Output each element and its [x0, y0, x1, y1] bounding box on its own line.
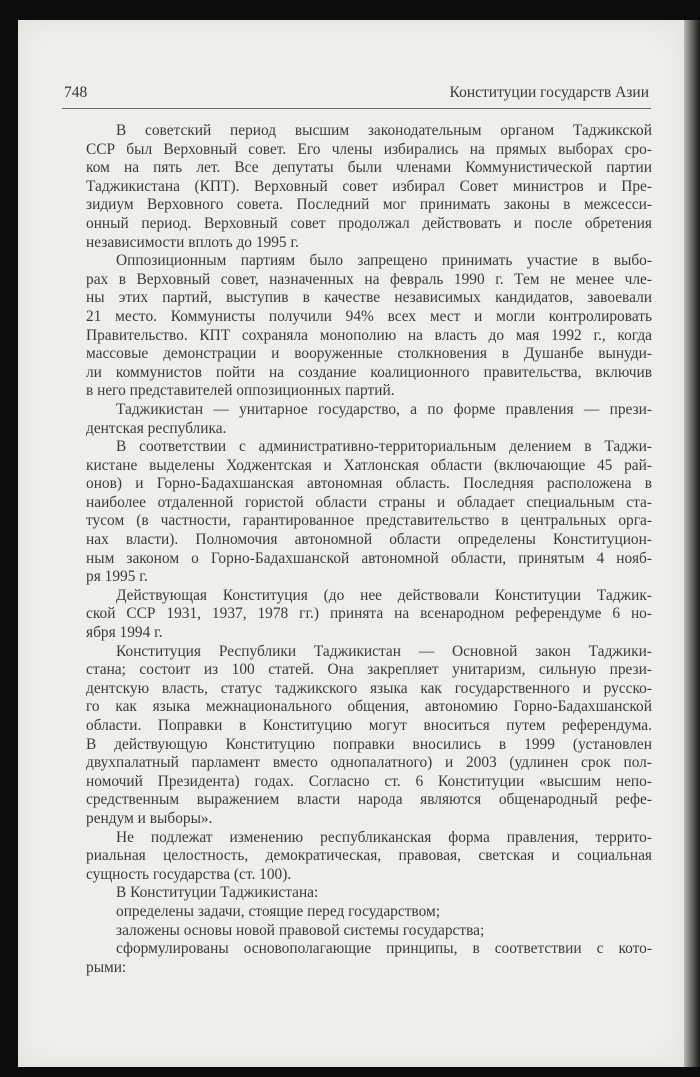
- text-line: Не подлежат изменению республиканская форма правления, террито-: [116, 828, 652, 846]
- text-line: заложены основы новой правовой системы государства;: [116, 921, 485, 939]
- text-line: ли коммунистов пойти на создание коалиционного правительства, включив: [86, 363, 652, 381]
- page-number: 748: [64, 84, 88, 101]
- text-line: определены задачи, стоящие перед государством;: [116, 902, 441, 920]
- text-line: сущность государства (ст. 100).: [86, 865, 292, 883]
- text-line: ября 1994 г.: [86, 624, 163, 642]
- book-spine-shadow: [684, 20, 700, 1067]
- text-line: риальная целостность, демократическая, правовая, светская и социальная: [86, 847, 652, 865]
- text-line: независимости вплоть до 1995 г.: [86, 233, 299, 251]
- text-line: Оппозиционным партиям было запрещено принимать участие в выбо-: [116, 252, 652, 270]
- text-line: области. Поправки в Конституцию могут вноситься путем референдума.: [86, 717, 652, 734]
- text-line: Действующая Конституция (до нее действовали Конституции Таджик-: [116, 586, 652, 604]
- text-line: наиболее отдаленной гористой области страны и обладает специальным ста-: [86, 493, 652, 511]
- body-text: [86, 122, 652, 977]
- text-line: сформулированы основополагающие принципы, в соответствии с кото-: [116, 940, 652, 958]
- text-line: стана; состоит из 100 статей. Она закрепляет унитаризм, сильную прези-: [86, 661, 652, 679]
- text-line: Таджикистан — унитарное государство, а по форме правления — прези-: [116, 400, 652, 418]
- text-line: 21 место. Коммунисты получили 94% всех мест и могли контролировать: [86, 307, 652, 325]
- text-line: двухпалатный парламент вместо однопалатного) и 2003 (удлинен срок пол-: [86, 754, 652, 772]
- text-line: В соответствии с административно-территориальным делением в Таджи-: [116, 438, 652, 456]
- text-line: Правительство. КПТ сохраняла монополию на власть до мая 1992 г., когда: [86, 326, 652, 344]
- text-line: Таджикистана (КПТ). Верховный совет избирал Совет министров и Пре-: [86, 177, 652, 195]
- text-line: В действующую Конституцию поправки вносились в 1999 (установлен: [86, 735, 652, 753]
- text-line: кистане выделены Ходжентская и Хатлонская области (включающие 45 рай-: [86, 456, 652, 474]
- text-line: дентская республика.: [86, 419, 227, 437]
- text-line: В Конституции Таджикистана:: [116, 884, 319, 902]
- page-header: [62, 82, 651, 109]
- text-line: тусом (в частности, гарантированное представительство в центральных орга-: [86, 512, 652, 530]
- text-line: ным законом о Горно-Бадахшанской автономной области, принятым 4 нояб-: [86, 549, 652, 567]
- text-line: зидиум Верховного совета. Последний мог принимать законы в межсесси-: [86, 196, 652, 214]
- text-line: В советский период высшим законодательным органом Таджикской: [116, 122, 652, 139]
- text-line: ря 1995 г.: [86, 568, 148, 586]
- text-line: номочий Президента) годах. Согласно ст. 6 Конституции «высшим непо-: [86, 772, 652, 790]
- text-line: ской ССР 1931, 1937, 1978 гг.) принята на всенародном референдуме 6 но-: [86, 605, 652, 623]
- text-line: в него представителей оппозиционных партий.: [86, 382, 395, 400]
- text-line: нах власти). Полномочия автономной области определены Конституцион-: [86, 531, 652, 549]
- text-line: ны этих партий, выступив в качестве независимых кандидатов, завоевали: [86, 289, 652, 307]
- text-line: ком на пять лет. Все депутаты были членами Коммунистической партии: [86, 159, 652, 177]
- text-line: ССР был Верховный совет. Его члены избирались на прямых выборах сро-: [86, 140, 652, 158]
- text-line: онный период. Верховный совет продолжал действовать и после обретения: [86, 214, 652, 232]
- text-line: Конституция Республики Таджикистан — Основной закон Таджики-: [116, 642, 652, 660]
- text-line: рах в Верховный совет, назначенных на февраль 1990 г. Тем не менее чле-: [86, 270, 652, 288]
- running-title: Конституции государств Азии: [449, 84, 649, 101]
- text-line: средственным выражением власти народа являются общенародный рефе-: [86, 791, 652, 809]
- text-line: дентскую власть, статус таджикского языка как государственного и русско-: [86, 679, 652, 697]
- text-line: рыми:: [86, 958, 127, 976]
- text-line: рендум и выборы».: [86, 809, 213, 827]
- text-line: го как языка межнационального общения, автономию Горно-Бадахшанской: [86, 698, 652, 716]
- text-line: онов) и Горно-Бадахшанская автономная область. Последняя расположена в: [86, 475, 652, 493]
- text-line: массовые демонстрации и вооруженные столкновения в Душанбе вынуди-: [86, 345, 652, 363]
